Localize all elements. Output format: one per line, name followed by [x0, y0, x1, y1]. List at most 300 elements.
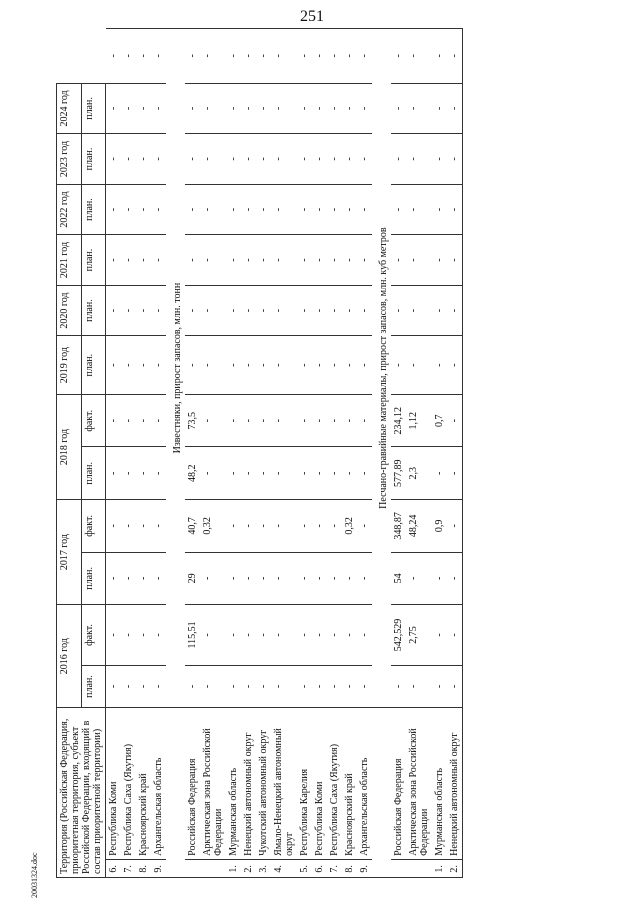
value-cell: 54 [391, 552, 406, 605]
value-cell: - [447, 184, 463, 235]
value-cell: - [342, 285, 357, 336]
section-title: Песчано-гравийные материалы, прирост запасов, млн. куб метров [372, 29, 391, 708]
value-cell: - [447, 336, 463, 395]
subheader-plan: план. [81, 552, 106, 605]
value-cell: 234,12 [391, 394, 406, 447]
value-cell: - [106, 500, 122, 553]
table-row [297, 29, 312, 878]
value-cell: - [121, 235, 136, 286]
table-row [312, 29, 327, 878]
value-cell: 348,87 [391, 500, 406, 553]
value-cell: - [200, 285, 226, 336]
reserves-table [56, 28, 463, 878]
value-cell: - [342, 552, 357, 605]
value-cell: - [271, 184, 297, 235]
value-cell: - [241, 665, 256, 707]
value-cell: - [271, 665, 297, 707]
value-cell: - [447, 394, 463, 447]
value-cell: - [312, 134, 327, 185]
value-cell: - [342, 665, 357, 707]
value-cell: - [447, 500, 463, 553]
value-cell: - [312, 500, 327, 553]
value-cell: - [151, 29, 166, 84]
value-cell: - [256, 394, 271, 447]
value-cell: - [447, 235, 463, 286]
value-cell: - [297, 394, 312, 447]
table-row [357, 29, 372, 878]
value-cell: - [185, 285, 200, 336]
value-cell: 0,7 [432, 394, 447, 447]
value-cell: - [342, 134, 357, 185]
value-cell: - [226, 235, 241, 286]
value-cell: - [136, 29, 151, 84]
value-cell: - [256, 184, 271, 235]
value-cell: - [271, 394, 297, 447]
value-cell: - [151, 83, 166, 134]
value-cell: - [136, 184, 151, 235]
value-cell: - [151, 184, 166, 235]
value-cell: - [312, 83, 327, 134]
table-row [106, 29, 122, 878]
value-cell: - [271, 29, 297, 84]
territory-name: Мурманская область [226, 708, 241, 860]
value-cell: - [241, 336, 256, 395]
value-cell: - [151, 235, 166, 286]
value-cell: - [342, 29, 357, 84]
value-cell: - [357, 83, 372, 134]
value-cell: - [241, 83, 256, 134]
value-cell: - [136, 134, 151, 185]
value-cell: - [447, 29, 463, 84]
value-cell: - [121, 184, 136, 235]
value-cell: - [106, 665, 122, 707]
header-2021: 2021 год [57, 235, 82, 286]
value-cell: - [312, 235, 327, 286]
header-2016: 2016 год [57, 605, 82, 708]
value-cell: - [200, 83, 226, 134]
value-cell: - [297, 336, 312, 395]
value-cell: - [447, 285, 463, 336]
value-cell: - [327, 134, 342, 185]
document-id: 20031324.doc [30, 852, 39, 898]
value-cell: - [406, 29, 432, 84]
value-cell: - [391, 235, 406, 286]
value-cell: - [241, 500, 256, 553]
value-cell: - [327, 29, 342, 84]
value-cell: - [151, 447, 166, 500]
value-cell: - [271, 83, 297, 134]
value-cell: - [432, 665, 447, 707]
value-cell: - [185, 184, 200, 235]
value-cell: - [200, 394, 226, 447]
value-cell: - [151, 500, 166, 553]
value-cell: - [342, 184, 357, 235]
row-number: 2. [241, 859, 256, 877]
value-cell: - [256, 605, 271, 666]
value-cell: - [391, 134, 406, 185]
territory-name: Республика Коми [106, 708, 122, 860]
value-cell: - [241, 184, 256, 235]
value-cell: - [447, 83, 463, 134]
territory-name: Российская Федерация [391, 708, 406, 860]
subheader-plan: план. [81, 134, 106, 185]
value-cell: - [391, 285, 406, 336]
value-cell: - [241, 235, 256, 286]
subheader-plan: план. [81, 336, 106, 395]
value-cell: - [136, 447, 151, 500]
value-cell: - [327, 83, 342, 134]
value-cell: - [432, 235, 447, 286]
header-2023: 2023 год [57, 134, 82, 185]
value-cell: - [151, 552, 166, 605]
value-cell: - [185, 235, 200, 286]
value-cell: - [185, 134, 200, 185]
value-cell: - [297, 134, 312, 185]
value-cell: - [406, 134, 432, 185]
value-cell: - [406, 184, 432, 235]
value-cell: - [271, 500, 297, 553]
value-cell: 48,24 [406, 500, 432, 553]
value-cell: - [121, 665, 136, 707]
value-cell: - [226, 336, 241, 395]
table-row [136, 29, 151, 878]
territory-name: Арктическая зона Российской Федерации [200, 708, 226, 860]
value-cell: 40,7 [185, 500, 200, 553]
value-cell: - [200, 134, 226, 185]
value-cell: - [432, 552, 447, 605]
value-cell: - [106, 235, 122, 286]
value-cell: - [357, 394, 372, 447]
value-cell: - [136, 235, 151, 286]
value-cell: - [200, 184, 226, 235]
value-cell: - [151, 605, 166, 666]
row-number [200, 859, 226, 877]
value-cell: - [256, 83, 271, 134]
value-cell: 115,51 [185, 605, 200, 666]
value-cell: - [121, 285, 136, 336]
value-cell: - [241, 605, 256, 666]
value-cell: - [256, 665, 271, 707]
row-number: 2. [447, 859, 463, 877]
subheader-plan: план. [81, 83, 106, 134]
value-cell: - [185, 29, 200, 84]
value-cell: - [312, 665, 327, 707]
value-cell: - [121, 605, 136, 666]
value-cell: - [121, 134, 136, 185]
value-cell: - [151, 134, 166, 185]
value-cell: - [312, 184, 327, 235]
subheader-plan: план. [81, 184, 106, 235]
value-cell: - [447, 552, 463, 605]
value-cell: - [327, 394, 342, 447]
row-number [391, 859, 406, 877]
header-2018: 2018 год [57, 394, 82, 499]
value-cell: - [357, 665, 372, 707]
value-cell: - [185, 665, 200, 707]
subheader-plan: план. [81, 285, 106, 336]
value-cell: - [312, 447, 327, 500]
value-cell: - [271, 447, 297, 500]
value-cell: - [106, 394, 122, 447]
value-cell: - [226, 184, 241, 235]
territory-name: Чукотский автономный округ [256, 708, 271, 860]
value-cell: - [185, 83, 200, 134]
table-row [447, 29, 463, 878]
value-cell: - [136, 500, 151, 553]
value-cell: - [327, 336, 342, 395]
value-cell: - [432, 447, 447, 500]
value-cell: - [106, 336, 122, 395]
value-cell: - [327, 665, 342, 707]
value-cell: - [200, 605, 226, 666]
value-cell: - [241, 394, 256, 447]
value-cell: - [241, 447, 256, 500]
value-cell: - [327, 552, 342, 605]
value-cell: 542,529 [391, 605, 406, 666]
table-row [185, 29, 200, 878]
row-number: 1. [432, 859, 447, 877]
value-cell: - [342, 83, 357, 134]
value-cell: - [106, 447, 122, 500]
value-cell: - [406, 552, 432, 605]
value-cell: - [297, 500, 312, 553]
row-number: 9. [357, 859, 372, 877]
table-row [151, 29, 166, 878]
value-cell: - [432, 605, 447, 666]
value-cell: - [200, 235, 226, 286]
value-cell: - [200, 552, 226, 605]
row-number: 6. [312, 859, 327, 877]
territory-name: Ненецкий автономный округ [447, 708, 463, 860]
row-number: 6. [106, 859, 122, 877]
table-row [391, 29, 406, 878]
value-cell: - [121, 394, 136, 447]
value-cell: - [121, 552, 136, 605]
value-cell: - [357, 336, 372, 395]
value-cell: - [226, 285, 241, 336]
value-cell: - [391, 29, 406, 84]
territory-name: Ненецкий автономный округ [241, 708, 256, 860]
value-cell: - [271, 605, 297, 666]
table-row [121, 29, 136, 878]
value-cell: 2,75 [406, 605, 432, 666]
row-number: 7. [327, 859, 342, 877]
territory-name: Арктическая зона Российской Федерации [406, 708, 432, 860]
value-cell: 0,32 [342, 500, 357, 553]
table-row [432, 29, 447, 878]
value-cell: - [447, 447, 463, 500]
value-cell: - [256, 134, 271, 185]
territory-name: Республика Коми [312, 708, 327, 860]
value-cell: - [357, 447, 372, 500]
territory-name: Архангельская область [357, 708, 372, 860]
section-title: Известняки, прирост запасов, млн. тонн [166, 29, 185, 708]
value-cell: - [312, 336, 327, 395]
row-number: 4. [271, 859, 297, 877]
value-cell: - [447, 665, 463, 707]
subheader-plan: план. [81, 235, 106, 286]
value-cell: - [357, 184, 372, 235]
value-cell: - [271, 285, 297, 336]
value-cell: - [121, 83, 136, 134]
value-cell: - [106, 184, 122, 235]
value-cell: - [256, 447, 271, 500]
value-cell: - [226, 500, 241, 553]
value-cell: - [241, 285, 256, 336]
value-cell: - [136, 285, 151, 336]
table-row [342, 29, 357, 878]
value-cell: - [256, 235, 271, 286]
value-cell: - [136, 552, 151, 605]
table-row [200, 29, 226, 878]
value-cell: - [342, 447, 357, 500]
value-cell: - [136, 394, 151, 447]
value-cell: - [151, 394, 166, 447]
value-cell: - [391, 83, 406, 134]
value-cell: - [357, 134, 372, 185]
value-cell: - [256, 552, 271, 605]
value-cell: - [256, 500, 271, 553]
value-cell: - [312, 552, 327, 605]
value-cell: - [406, 665, 432, 707]
value-cell: - [297, 605, 312, 666]
value-cell: - [342, 336, 357, 395]
territory-name: Мурманская область [432, 708, 447, 860]
header-2019: 2019 год [57, 336, 82, 395]
value-cell: 0,9 [432, 500, 447, 553]
value-cell: - [200, 336, 226, 395]
value-cell: - [271, 235, 297, 286]
value-cell: - [136, 605, 151, 666]
value-cell: - [121, 336, 136, 395]
value-cell: - [271, 134, 297, 185]
header-2022: 2022 год [57, 184, 82, 235]
value-cell: - [406, 235, 432, 286]
value-cell: - [106, 605, 122, 666]
value-cell: - [327, 235, 342, 286]
section-row [166, 29, 185, 878]
value-cell: - [357, 285, 372, 336]
value-cell: - [342, 394, 357, 447]
value-cell: - [256, 29, 271, 84]
value-cell: - [327, 184, 342, 235]
value-cell: - [106, 83, 122, 134]
territory-name: Республика Саха (Якутия) [327, 708, 342, 860]
value-cell: - [357, 500, 372, 553]
value-cell: - [226, 552, 241, 605]
table-body [106, 29, 463, 878]
value-cell: - [312, 285, 327, 336]
value-cell: - [256, 285, 271, 336]
row-number: 8. [136, 859, 151, 877]
row-number [406, 859, 432, 877]
territory-name: Российская Федерация [185, 708, 200, 860]
value-cell: - [406, 83, 432, 134]
row-number: 1. [226, 859, 241, 877]
value-cell: - [357, 605, 372, 666]
rotated-table-container [56, 28, 631, 878]
value-cell: - [357, 29, 372, 84]
value-cell: - [151, 665, 166, 707]
row-number: 5. [297, 859, 312, 877]
value-cell: - [106, 285, 122, 336]
value-cell: - [297, 447, 312, 500]
value-cell: - [241, 134, 256, 185]
value-cell: - [136, 336, 151, 395]
value-cell: - [297, 184, 312, 235]
territory-name: Красноярский край [136, 708, 151, 860]
header-2020: 2020 год [57, 285, 82, 336]
row-number: 7. [121, 859, 136, 877]
value-cell: - [406, 285, 432, 336]
value-cell: - [406, 336, 432, 395]
value-cell: - [432, 29, 447, 84]
header-territory: Территория (Российская Федерация, приоритетная территория, субъект Российской Федерации, входящий в состав приоритетной территории) [57, 708, 106, 878]
row-number: 3. [256, 859, 271, 877]
value-cell: - [357, 235, 372, 286]
value-cell: - [447, 134, 463, 185]
subheader-plan: план. [81, 447, 106, 500]
value-cell: - [432, 134, 447, 185]
value-cell: - [391, 184, 406, 235]
value-cell: - [200, 447, 226, 500]
value-cell: 2,3 [406, 447, 432, 500]
value-cell: - [297, 29, 312, 84]
value-cell: - [391, 336, 406, 395]
subheader-fact: факт. [81, 500, 106, 553]
table-row [327, 29, 342, 878]
value-cell: 1,12 [406, 394, 432, 447]
value-cell: - [312, 394, 327, 447]
value-cell: - [106, 134, 122, 185]
value-cell: - [226, 447, 241, 500]
subheader-fact: факт. [81, 605, 106, 666]
value-cell: - [432, 336, 447, 395]
page-number: 251 [300, 8, 324, 25]
value-cell: - [121, 29, 136, 84]
value-cell: - [241, 29, 256, 84]
value-cell: - [271, 552, 297, 605]
value-cell: - [447, 605, 463, 666]
value-cell: - [342, 605, 357, 666]
value-cell: - [106, 552, 122, 605]
value-cell: - [200, 29, 226, 84]
header-2017: 2017 год [57, 500, 82, 605]
table-row [226, 29, 241, 878]
value-cell: - [136, 83, 151, 134]
value-cell: - [241, 552, 256, 605]
value-cell: - [151, 336, 166, 395]
value-cell: - [327, 285, 342, 336]
value-cell: - [357, 552, 372, 605]
value-cell: - [226, 394, 241, 447]
value-cell: 48,2 [185, 447, 200, 500]
value-cell: 29 [185, 552, 200, 605]
value-cell: - [106, 29, 122, 84]
table-row [271, 29, 297, 878]
value-cell: - [297, 83, 312, 134]
value-cell: - [226, 665, 241, 707]
value-cell: - [297, 285, 312, 336]
territory-name: Ямало-Ненецкий автономный округ [271, 708, 297, 860]
table-row [256, 29, 271, 878]
value-cell: - [297, 235, 312, 286]
value-cell: - [327, 447, 342, 500]
value-cell: - [297, 552, 312, 605]
value-cell: - [391, 665, 406, 707]
value-cell: - [226, 29, 241, 84]
row-number: 9. [151, 859, 166, 877]
